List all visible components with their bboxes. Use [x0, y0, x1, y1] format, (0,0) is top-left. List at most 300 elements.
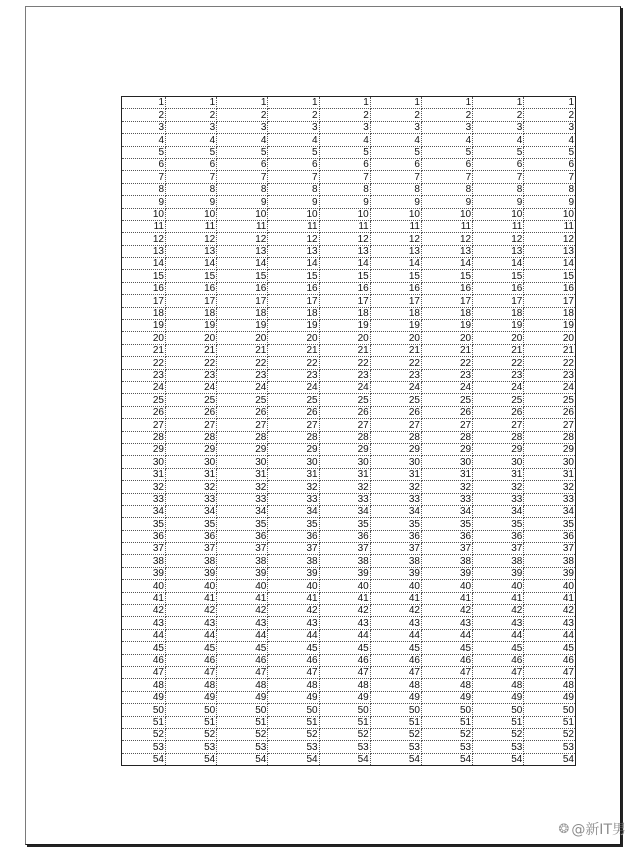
- table-cell: 4: [319, 134, 370, 146]
- table-cell: 11: [166, 220, 217, 232]
- table-cell: 42: [217, 605, 268, 617]
- table-cell: 8: [122, 183, 166, 195]
- table-cell: 53: [473, 741, 524, 753]
- table-cell: 22: [122, 357, 166, 369]
- table-cell: 7: [166, 171, 217, 183]
- table-cell: 43: [421, 617, 472, 629]
- table-row: [122, 481, 575, 493]
- table-cell: 31: [122, 468, 166, 480]
- table-cell: 12: [217, 233, 268, 245]
- table-cell: 54: [319, 753, 370, 765]
- table-cell: 22: [319, 357, 370, 369]
- table-cell: 38: [524, 555, 575, 567]
- table-row: [122, 666, 575, 678]
- table-cell: 30: [122, 456, 166, 468]
- table-cell: 16: [473, 282, 524, 294]
- table-cell: 14: [319, 258, 370, 270]
- table-cell: 3: [473, 121, 524, 133]
- table-cell: 11: [473, 220, 524, 232]
- table-cell: 51: [421, 716, 472, 728]
- table-cell: 18: [319, 307, 370, 319]
- table-cell: 36: [421, 530, 472, 542]
- table-cell: 33: [473, 493, 524, 505]
- table-cell: 15: [319, 270, 370, 282]
- table-cell: 39: [473, 567, 524, 579]
- print-preview-page: [25, 6, 621, 845]
- table-cell: 35: [217, 518, 268, 530]
- table-cell: 32: [268, 481, 319, 493]
- table-cell: 46: [524, 654, 575, 666]
- table-row: [122, 468, 575, 480]
- table-cell: 28: [421, 431, 472, 443]
- table-cell: 39: [370, 567, 421, 579]
- table-cell: 31: [370, 468, 421, 480]
- table-cell: 17: [166, 295, 217, 307]
- table-cell: 24: [319, 381, 370, 393]
- table-row: [122, 505, 575, 517]
- table-row: [122, 629, 575, 641]
- table-cell: 13: [421, 245, 472, 257]
- table-cell: 41: [421, 592, 472, 604]
- table-cell: 34: [421, 505, 472, 517]
- table-row: [122, 134, 575, 146]
- table-cell: 14: [166, 258, 217, 270]
- spreadsheet-print-area: [121, 96, 576, 766]
- table-cell: 2: [122, 109, 166, 121]
- table-cell: 3: [217, 121, 268, 133]
- table-cell: 26: [166, 406, 217, 418]
- table-cell: 29: [421, 443, 472, 455]
- table-row: [122, 580, 575, 592]
- table-row: [122, 158, 575, 170]
- table-cell: 2: [370, 109, 421, 121]
- table-cell: 3: [319, 121, 370, 133]
- table-cell: 27: [319, 419, 370, 431]
- table-cell: 21: [166, 344, 217, 356]
- table-cell: 44: [319, 629, 370, 641]
- table-row: [122, 233, 575, 245]
- table-cell: 40: [217, 580, 268, 592]
- table-cell: 16: [268, 282, 319, 294]
- table-cell: 32: [166, 481, 217, 493]
- table-cell: 20: [421, 332, 472, 344]
- table-cell: 46: [217, 654, 268, 666]
- table-cell: 6: [319, 158, 370, 170]
- table-cell: 20: [122, 332, 166, 344]
- table-cell: 28: [268, 431, 319, 443]
- table-cell: 53: [524, 741, 575, 753]
- table-cell: 15: [473, 270, 524, 282]
- table-cell: 44: [166, 629, 217, 641]
- table-cell: 39: [122, 567, 166, 579]
- table-cell: 32: [473, 481, 524, 493]
- table-cell: 44: [421, 629, 472, 641]
- table-cell: 39: [421, 567, 472, 579]
- table-cell: 29: [268, 443, 319, 455]
- table-cell: 47: [473, 666, 524, 678]
- table-cell: 8: [268, 183, 319, 195]
- table-cell: 5: [524, 146, 575, 158]
- table-cell: 42: [268, 605, 319, 617]
- table-cell: 23: [370, 369, 421, 381]
- table-cell: 36: [217, 530, 268, 542]
- table-cell: 19: [122, 320, 166, 332]
- table-cell: 31: [473, 468, 524, 480]
- table-cell: 30: [166, 456, 217, 468]
- table-cell: 42: [421, 605, 472, 617]
- table-cell: 52: [370, 728, 421, 740]
- table-cell: 24: [473, 381, 524, 393]
- table-row: [122, 728, 575, 740]
- table-cell: 27: [122, 419, 166, 431]
- table-cell: 41: [473, 592, 524, 604]
- table-cell: 52: [122, 728, 166, 740]
- table-cell: 15: [421, 270, 472, 282]
- table-cell: 44: [122, 629, 166, 641]
- table-cell: 34: [524, 505, 575, 517]
- table-cell: 18: [268, 307, 319, 319]
- table-cell: 49: [370, 691, 421, 703]
- table-row: [122, 654, 575, 666]
- table-cell: 21: [370, 344, 421, 356]
- table-cell: 16: [370, 282, 421, 294]
- table-cell: 36: [268, 530, 319, 542]
- table-cell: 42: [370, 605, 421, 617]
- table-cell: 26: [473, 406, 524, 418]
- table-cell: 51: [524, 716, 575, 728]
- table-cell: 11: [370, 220, 421, 232]
- table-cell: 43: [217, 617, 268, 629]
- table-cell: 12: [370, 233, 421, 245]
- table-cell: 49: [166, 691, 217, 703]
- table-cell: 45: [319, 642, 370, 654]
- table-cell: 17: [217, 295, 268, 307]
- table-cell: 41: [122, 592, 166, 604]
- table-cell: 53: [217, 741, 268, 753]
- table-cell: 13: [319, 245, 370, 257]
- table-cell: 3: [122, 121, 166, 133]
- table-cell: 13: [268, 245, 319, 257]
- table-cell: 36: [166, 530, 217, 542]
- table-cell: 36: [122, 530, 166, 542]
- table-cell: 54: [122, 753, 166, 765]
- table-cell: 47: [319, 666, 370, 678]
- data-table: [122, 97, 575, 765]
- table-cell: 51: [319, 716, 370, 728]
- table-cell: 50: [421, 704, 472, 716]
- table-cell: 22: [268, 357, 319, 369]
- table-cell: 41: [319, 592, 370, 604]
- table-cell: 28: [524, 431, 575, 443]
- table-cell: 17: [319, 295, 370, 307]
- table-cell: 3: [524, 121, 575, 133]
- table-cell: 12: [319, 233, 370, 245]
- table-cell: 40: [319, 580, 370, 592]
- table-cell: 45: [370, 642, 421, 654]
- table-cell: 5: [473, 146, 524, 158]
- table-cell: 43: [473, 617, 524, 629]
- table-cell: 7: [319, 171, 370, 183]
- table-cell: 2: [319, 109, 370, 121]
- table-cell: 43: [370, 617, 421, 629]
- table-cell: 23: [166, 369, 217, 381]
- table-cell: 20: [473, 332, 524, 344]
- table-cell: 25: [122, 394, 166, 406]
- table-cell: 18: [524, 307, 575, 319]
- table-cell: 27: [217, 419, 268, 431]
- table-cell: 11: [122, 220, 166, 232]
- table-cell: 22: [473, 357, 524, 369]
- table-cell: 34: [268, 505, 319, 517]
- table-cell: 14: [370, 258, 421, 270]
- table-cell: 52: [268, 728, 319, 740]
- table-cell: 15: [524, 270, 575, 282]
- table-cell: 17: [268, 295, 319, 307]
- table-cell: 32: [319, 481, 370, 493]
- table-cell: 12: [268, 233, 319, 245]
- table-cell: 52: [166, 728, 217, 740]
- table-cell: 40: [473, 580, 524, 592]
- table-row: [122, 753, 575, 765]
- table-cell: 46: [370, 654, 421, 666]
- table-cell: 41: [217, 592, 268, 604]
- table-cell: 15: [268, 270, 319, 282]
- table-cell: 24: [524, 381, 575, 393]
- table-cell: 6: [421, 158, 472, 170]
- table-cell: 1: [421, 97, 472, 109]
- table-cell: 10: [524, 208, 575, 220]
- table-cell: 8: [524, 183, 575, 195]
- data-table-body: [122, 97, 575, 765]
- table-cell: 33: [319, 493, 370, 505]
- table-cell: 45: [524, 642, 575, 654]
- table-cell: 18: [122, 307, 166, 319]
- table-cell: 3: [370, 121, 421, 133]
- table-cell: 26: [421, 406, 472, 418]
- table-cell: 7: [473, 171, 524, 183]
- table-cell: 4: [268, 134, 319, 146]
- table-cell: 29: [473, 443, 524, 455]
- table-cell: 48: [421, 679, 472, 691]
- table-cell: 37: [370, 543, 421, 555]
- table-cell: 14: [122, 258, 166, 270]
- table-cell: 37: [122, 543, 166, 555]
- table-cell: 44: [473, 629, 524, 641]
- paw-icon: ❂: [558, 821, 570, 837]
- table-cell: 32: [122, 481, 166, 493]
- table-cell: 14: [268, 258, 319, 270]
- table-cell: 8: [421, 183, 472, 195]
- table-cell: 40: [421, 580, 472, 592]
- table-row: [122, 245, 575, 257]
- table-cell: 40: [370, 580, 421, 592]
- table-cell: 10: [122, 208, 166, 220]
- table-row: [122, 258, 575, 270]
- table-cell: 2: [217, 109, 268, 121]
- table-cell: 11: [421, 220, 472, 232]
- table-cell: 4: [473, 134, 524, 146]
- table-cell: 35: [166, 518, 217, 530]
- table-cell: 7: [421, 171, 472, 183]
- table-cell: 21: [268, 344, 319, 356]
- table-cell: 12: [421, 233, 472, 245]
- table-cell: 46: [473, 654, 524, 666]
- table-cell: 9: [166, 196, 217, 208]
- table-cell: 19: [319, 320, 370, 332]
- table-cell: 24: [268, 381, 319, 393]
- table-cell: 7: [122, 171, 166, 183]
- table-cell: 3: [166, 121, 217, 133]
- table-cell: 32: [370, 481, 421, 493]
- table-cell: 22: [370, 357, 421, 369]
- table-cell: 53: [370, 741, 421, 753]
- table-cell: 26: [122, 406, 166, 418]
- table-cell: 14: [421, 258, 472, 270]
- table-cell: 20: [370, 332, 421, 344]
- table-row: [122, 555, 575, 567]
- table-cell: 11: [524, 220, 575, 232]
- table-cell: 18: [166, 307, 217, 319]
- table-cell: 52: [319, 728, 370, 740]
- table-cell: 44: [524, 629, 575, 641]
- table-cell: 22: [524, 357, 575, 369]
- table-cell: 20: [217, 332, 268, 344]
- table-cell: 52: [473, 728, 524, 740]
- table-cell: 48: [319, 679, 370, 691]
- table-cell: 19: [166, 320, 217, 332]
- table-cell: 21: [524, 344, 575, 356]
- table-cell: 25: [268, 394, 319, 406]
- table-cell: 4: [421, 134, 472, 146]
- table-row: [122, 394, 575, 406]
- table-cell: 41: [268, 592, 319, 604]
- table-cell: 27: [268, 419, 319, 431]
- table-cell: 45: [217, 642, 268, 654]
- table-cell: 15: [370, 270, 421, 282]
- table-cell: 51: [473, 716, 524, 728]
- table-cell: 42: [473, 605, 524, 617]
- table-cell: 1: [473, 97, 524, 109]
- table-cell: 3: [268, 121, 319, 133]
- table-cell: 45: [166, 642, 217, 654]
- table-cell: 46: [268, 654, 319, 666]
- table-cell: 49: [268, 691, 319, 703]
- table-cell: 36: [319, 530, 370, 542]
- table-cell: 5: [217, 146, 268, 158]
- table-cell: 36: [524, 530, 575, 542]
- table-cell: 6: [524, 158, 575, 170]
- table-cell: 54: [562, 754, 574, 766]
- table-cell: 17: [421, 295, 472, 307]
- table-cell: 31: [524, 468, 575, 480]
- table-cell: 14: [217, 258, 268, 270]
- table-cell: 38: [421, 555, 472, 567]
- table-cell: 6: [217, 158, 268, 170]
- table-cell: 22: [421, 357, 472, 369]
- table-cell: 35: [524, 518, 575, 530]
- table-cell: 48: [122, 679, 166, 691]
- table-cell: 6: [473, 158, 524, 170]
- table-cell: 48: [473, 679, 524, 691]
- table-cell: 16: [319, 282, 370, 294]
- table-cell: 18: [370, 307, 421, 319]
- table-row: [122, 270, 575, 282]
- table-cell: 35: [473, 518, 524, 530]
- table-cell: 8: [370, 183, 421, 195]
- table-cell: 50: [217, 704, 268, 716]
- table-cell: 40: [122, 580, 166, 592]
- table-row: [122, 518, 575, 530]
- table-row: [122, 679, 575, 691]
- table-cell: 42: [319, 605, 370, 617]
- table-cell: 45: [421, 642, 472, 654]
- table-row: [122, 456, 575, 468]
- table-row: [122, 208, 575, 220]
- table-cell: 21: [473, 344, 524, 356]
- table-cell: 50: [524, 704, 575, 716]
- table-cell: 31: [421, 468, 472, 480]
- table-cell: 51: [166, 716, 217, 728]
- table-cell: 23: [268, 369, 319, 381]
- table-cell: 49: [122, 691, 166, 703]
- table-cell: 29: [319, 443, 370, 455]
- table-cell: 52: [421, 728, 472, 740]
- table-cell: 6: [122, 158, 166, 170]
- table-cell: 26: [524, 406, 575, 418]
- table-cell: 34: [319, 505, 370, 517]
- table-cell: 6: [370, 158, 421, 170]
- table-cell: 44: [268, 629, 319, 641]
- table-cell: 31: [166, 468, 217, 480]
- table-cell: 10: [370, 208, 421, 220]
- table-cell: 50: [268, 704, 319, 716]
- table-cell: 16: [524, 282, 575, 294]
- table-cell: 39: [524, 567, 575, 579]
- table-cell: 28: [166, 431, 217, 443]
- table-cell: 53: [319, 741, 370, 753]
- table-cell: 1: [524, 97, 575, 109]
- table-cell: 4: [524, 134, 575, 146]
- table-cell: 11: [268, 220, 319, 232]
- table-cell: 30: [473, 456, 524, 468]
- table-cell: 1: [122, 97, 166, 109]
- table-cell: 47: [166, 666, 217, 678]
- table-row: [122, 307, 575, 319]
- table-cell: 12: [122, 233, 166, 245]
- table-cell: 5: [122, 146, 166, 158]
- table-cell: 37: [268, 543, 319, 555]
- table-cell: 36: [473, 530, 524, 542]
- table-cell: 25: [217, 394, 268, 406]
- table-cell: 36: [370, 530, 421, 542]
- table-cell: 1: [166, 97, 217, 109]
- table-cell: 30: [524, 456, 575, 468]
- table-cell: 13: [473, 245, 524, 257]
- table-cell: 37: [166, 543, 217, 555]
- table-cell: 31: [217, 468, 268, 480]
- table-cell: 50: [319, 704, 370, 716]
- table-cell: 34: [166, 505, 217, 517]
- table-cell: 19: [421, 320, 472, 332]
- table-cell: 13: [122, 245, 166, 257]
- table-row: [122, 493, 575, 505]
- table-cell: 45: [268, 642, 319, 654]
- table-cell: 28: [217, 431, 268, 443]
- table-cell: 35: [370, 518, 421, 530]
- table-cell: 27: [473, 419, 524, 431]
- table-cell: 29: [370, 443, 421, 455]
- table-cell: 43: [268, 617, 319, 629]
